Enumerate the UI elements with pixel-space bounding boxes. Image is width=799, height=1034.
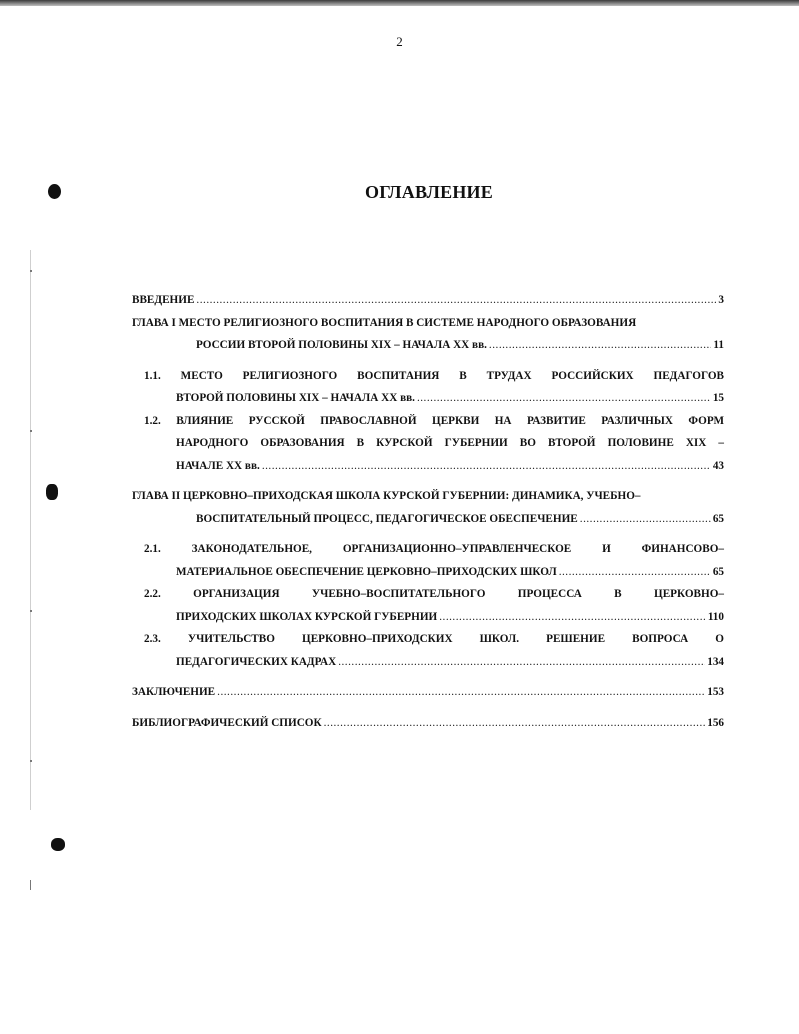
toc-entry-title: ЗАКЛЮЧЕНИЕ <box>132 686 216 698</box>
dot-leader <box>324 712 706 735</box>
toc-entry-title: 1.2. ВЛИЯНИЕ РУССКОЙ ПРАВОСЛАВНОЙ ЦЕРКВИ НА РАЗВИТИЕ РАЗЛИЧНЫХ ФОРМ <box>144 414 724 427</box>
toc-entry-title: БИБЛИОГРАФИЧЕСКИЙ СПИСОК <box>132 716 322 729</box>
dot-leader <box>196 289 716 312</box>
toc-entry-title: 2.1. ЗАКОНОДАТЕЛЬНОЕ, ОРГАНИЗАЦИОННО–УПРАВЛЕНЧЕСКОЕ И ФИНАНСОВО– <box>144 543 724 555</box>
scan-margin-line <box>30 250 31 810</box>
toc-entry-chapter-1[interactable] <box>132 312 724 357</box>
toc-page-number: 15 <box>712 392 724 404</box>
scan-speck <box>30 760 32 762</box>
scan-top-border <box>0 0 799 6</box>
toc-page-number: 156 <box>707 716 724 729</box>
toc-entry-title: 2.2. ОРГАНИЗАЦИЯ УЧЕБНО–ВОСПИТАТЕЛЬНОГО ПРОЦЕССА В ЦЕРКОВНО– <box>144 588 724 600</box>
dot-leader <box>217 681 705 704</box>
toc-entry-chapter-2[interactable] <box>132 485 724 530</box>
toc-page-number: 65 <box>712 512 724 525</box>
dot-leader <box>439 606 706 629</box>
toc-entry-section-1-2[interactable] <box>144 410 724 478</box>
dot-leader <box>489 334 712 357</box>
toc-entry-title: 2.3. УЧИТЕЛЬСТВО ЦЕРКОВНО–ПРИХОДСКИХ ШКОЛ. РЕШЕНИЕ ВОПРОСА О <box>144 633 724 645</box>
toc-entry-title-continued: НАРОДНОГО ОБРАЗОВАНИЯ В КУРСКОЙ ГУБЕРНИИ ВО ВТОРОЙ ПОЛОВИНЕ XIX – <box>176 437 724 449</box>
scan-speck <box>30 880 31 890</box>
page-number: 2 <box>396 34 403 49</box>
toc-page-number: 3 <box>718 294 724 306</box>
toc-entry-title: ГЛАВА I МЕСТО РЕЛИГИОЗНОГО ВОСПИТАНИЯ В СИСТЕМЕ НАРОДНОГО ОБРАЗОВАНИЯ <box>132 316 637 329</box>
toc-entry-title-continued: ВТОРОЙ ПОЛОВИНЫ XIX – НАЧАЛА XX вв. <box>176 392 415 404</box>
toc-entry-conclusion[interactable] <box>132 681 724 704</box>
toc-entry-title-continued: НАЧАЛЕ XX вв. <box>176 459 260 472</box>
toc-entry-title: 1.1. МЕСТО РЕЛИГИОЗНОГО ВОСПИТАНИЯ В ТРУДАХ РОССИЙСКИХ ПЕДАГОГОВ <box>144 369 724 382</box>
scan-speck <box>30 270 32 272</box>
dot-leader <box>338 651 705 674</box>
toc-entry-section-2-1[interactable] <box>144 538 724 583</box>
toc-entry-title-continued: ПРИХОДСКИХ ШКОЛАХ КУРСКОЙ ГУБЕРНИИ <box>176 610 438 623</box>
toc-entry-introduction[interactable] <box>132 289 724 312</box>
toc-page-number: 134 <box>707 655 724 668</box>
toc-entry-title-continued: МАТЕРИАЛЬНОЕ ОБЕСПЕЧЕНИЕ ЦЕРКОВНО–ПРИХОДСКИХ ШКОЛ <box>176 565 557 578</box>
toc-page-number: 43 <box>712 459 724 472</box>
toc-entry-title: ВВЕДЕНИЕ <box>132 294 195 306</box>
page-title: ОГЛАВЛЕНИЕ <box>365 182 493 202</box>
toc-entry-section-2-3[interactable] <box>144 628 724 673</box>
dot-leader <box>262 455 711 478</box>
scan-blot <box>51 838 65 851</box>
scan-speck <box>30 610 32 612</box>
toc-page-number: 11 <box>713 339 724 351</box>
toc-entry-title-continued: РОССИИ ВТОРОЙ ПОЛОВИНЫ XIX – НАЧАЛА XX вв. <box>196 339 487 351</box>
toc-page-number: 65 <box>712 565 724 578</box>
scan-speck <box>30 430 32 432</box>
scan-blot <box>46 484 58 500</box>
toc-entry-title-continued: ПЕДАГОГИЧЕСКИХ КАДРАХ <box>176 655 337 668</box>
dot-leader <box>417 387 711 410</box>
toc-entry-section-2-2[interactable] <box>144 583 724 628</box>
dot-leader <box>580 508 711 531</box>
toc-entry-title: ГЛАВА II ЦЕРКОВНО–ПРИХОДСКАЯ ШКОЛА КУРСКОЙ ГУБЕРНИИ: ДИНАМИКА, УЧЕБНО– <box>132 490 641 502</box>
toc-entry-section-1-1[interactable] <box>144 365 724 410</box>
toc-page-number: 110 <box>707 610 724 623</box>
toc-entry-title-continued: ВОСПИТАТЕЛЬНЫЙ ПРОЦЕСС, ПЕДАГОГИЧЕСКОЕ ОБЕСПЕЧЕНИЕ <box>196 512 578 525</box>
toc-page-number: 153 <box>707 686 724 698</box>
toc-entry-bibliography[interactable] <box>132 712 724 735</box>
dot-leader <box>559 561 711 584</box>
table-of-contents <box>132 289 724 734</box>
